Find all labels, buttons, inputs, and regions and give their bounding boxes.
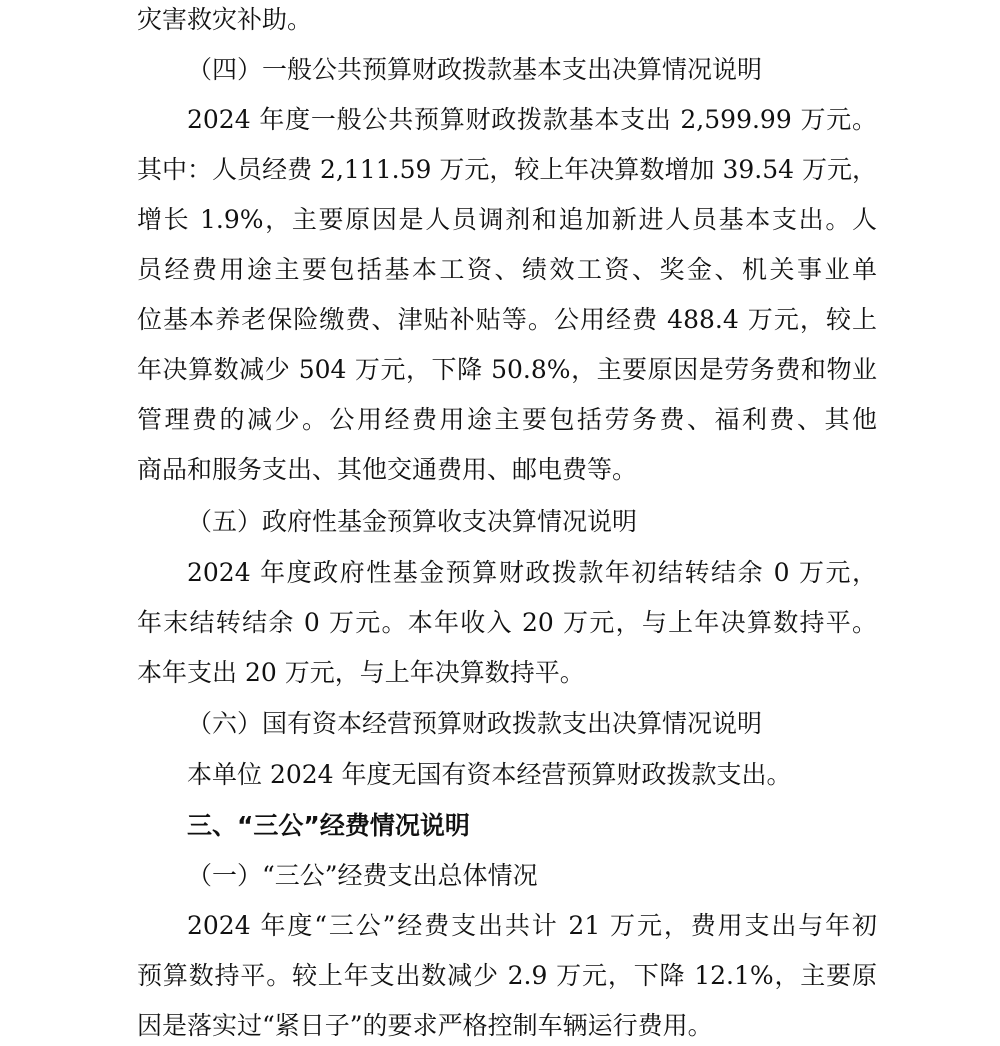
paragraph-line: 因是落实过“紧日子”的要求严格控制车辆运行费用。 bbox=[137, 1011, 713, 1040]
paragraph-line: 年决算数减少 504 万元，下降 50.8%，主要原因是劳务费和物业 bbox=[137, 355, 877, 384]
section-heading-4: （四）一般公共预算财政拨款基本支出决算情况说明 bbox=[187, 55, 763, 84]
paragraph-line: 2024 年度“三公”经费支出共计 21 万元，费用支出与年初 bbox=[187, 911, 877, 940]
paragraph-line: 2024 年度政府性基金预算财政拨款年初结转结余 0 万元， bbox=[187, 558, 877, 587]
section-heading-5: （五）政府性基金预算收支决算情况说明 bbox=[187, 507, 638, 536]
chapter-heading-3: 三、“三公”经费情况说明 bbox=[187, 811, 470, 840]
paragraph-line: 2024 年度一般公共预算财政拨款基本支出 2,599.99 万元。 bbox=[187, 105, 877, 134]
paragraph-line: 员经费用途主要包括基本工资、绩效工资、奖金、机关事业单 bbox=[137, 255, 877, 284]
paragraph-line: 本年支出 20 万元，与上年决算数持平。 bbox=[137, 658, 585, 687]
paragraph-line: 管理费的减少。公用经费用途主要包括劳务费、福利费、其他 bbox=[137, 405, 877, 434]
paragraph-line: 位基本养老保险缴费、津贴补贴等。公用经费 488.4 万元，较上 bbox=[137, 305, 877, 334]
section-heading-3-1: （一）“三公”经费支出总体情况 bbox=[187, 861, 538, 890]
section-heading-6: （六）国有资本经营预算财政拨款支出决算情况说明 bbox=[187, 709, 763, 738]
text-line: 灾害救灾补助。 bbox=[137, 5, 313, 34]
paragraph-line: 预算数持平。较上年支出数减少 2.9 万元，下降 12.1%，主要原 bbox=[137, 961, 877, 990]
paragraph-line: 增长 1.9%，主要原因是人员调剂和追加新进人员基本支出。人 bbox=[137, 205, 877, 234]
paragraph-line: 本单位 2024 年度无国有资本经营预算财政拨款支出。 bbox=[187, 760, 792, 789]
paragraph-line: 年末结转结余 0 万元。本年收入 20 万元，与上年决算数持平。 bbox=[137, 608, 877, 637]
paragraph-line: 商品和服务支出、其他交通费用、邮电费等。 bbox=[137, 455, 638, 484]
paragraph-line: 其中：人员经费 2,111.59 万元，较上年决算数增加 39.54 万元， bbox=[137, 155, 877, 184]
